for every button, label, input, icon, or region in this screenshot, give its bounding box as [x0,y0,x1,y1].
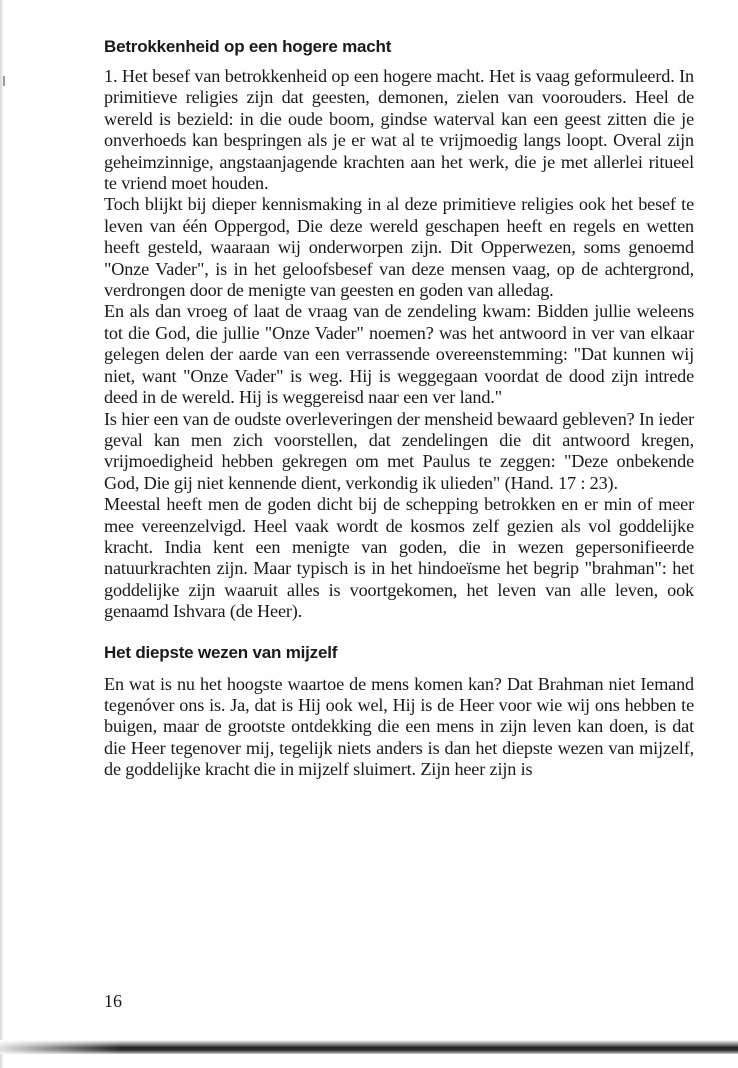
page-left-edge [0,0,3,1068]
section-heading-diepste-wezen: Het diepste wezen van mijzelf [104,642,338,662]
paragraph: Toch blijkt bij dieper kennismaking in al deze primitieve religies ook het besef te leven van één Oppergod, Die deze wereld geschapen heeft en regels en wetten heeft gesteld, waaraan wij onderworpen zijn. Dit Opperwezen, soms genoemd "Onze Vader", is in het geloofsbesef van deze mensen vaag, op de achtergrond, verdrongen door de menigte van geesten en goden van alledag. [104,194,694,301]
text-block [104,36,694,781]
paragraph: En als dan vroeg of laat de vraag van de zendeling kwam: Bidden jullie weleens tot die God, die jullie "Onze Vader" noemen? was het antwoord in ver van elkaar gelegen delen der aarde van een verrassende overeenstemming: "Dat kunnen wij niet, want "Onze Vader" is weg. Hij is weggegaan voordat de dood zijn intrede deed in de wereld. Hij is weggereisd naar een ver land." [104,301,694,408]
edge-mark [3,76,5,86]
paragraph: 1. Het besef van betrokkenheid op een hogere macht. Het is vaag geformuleerd. In primitieve religies zijn dat geesten, demonen, zielen van voorouders. Heel de wereld is bezield: in die oude boom, gindse waterval kan een geest zitten die je onverhoeds kan bespringen als je er wat al te vrijmoedig langs loopt. Overal zijn geheimzinnige, angstaanjagende krachten aan het werk, die je met allerlei ritueel te vriend moet houden. [104,66,694,194]
scan-bottom-edge-fade [0,1040,120,1054]
paragraph: En wat is nu het hoogste waartoe de mens komen kan? Dat Brahman niet Iemand tegenóver ons is. Ja, dat is Hij ook wel, Hij is de Heer voor wie wij ons hebben te buigen, maar de grootste ontdekking die een mens in zijn leven kan doen, is dat die Heer tegenover mij, tegelijk niets anders is dan het diepste wezen van mijzelf, de goddelijke kracht die in mijzelf sluimert. Zijn heer zijn is [104,673,694,780]
section-heading-betrokkenheid: Betrokkenheid op een hogere macht [104,37,392,56]
paragraph: Meestal heeft men de goden dicht bij de schepping betrokken en er min of meer mee vereenzelvigd. Heel vaak wordt de kosmos zelf gezien als vol goddelijke kracht. India kent een menigte van goden, die in wezen gepersonifieerde natuurkrachten zijn. Maar typisch is in het hindoeïsme het begrip "brahman": het goddelijke zijn waaruit alles is voortgekomen, het leven van alle leven, ook genaamd Ishvara (de Heer). [104,494,694,622]
page-number: 16 [104,991,122,1011]
paragraph: Is hier een van de oudste overleveringen der mensheid bewaard gebleven? In ieder geval kan men zich voorstellen, dat zendelingen die dit antwoord kregen, vrijmoedigheid hebben gekregen om met Paulus te zeggen: "Deze onbekende God, Die gij niet kennende dient, verkondig ik ulieden" (Hand. 17 : 23). [104,408,694,493]
